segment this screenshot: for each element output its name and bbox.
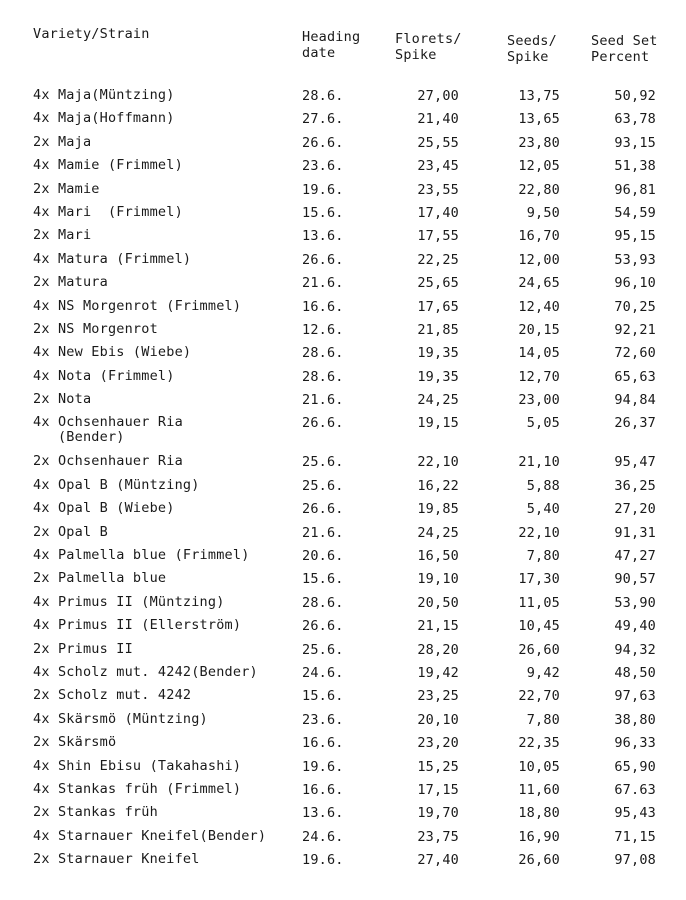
table-row <box>0 640 686 663</box>
seed-set-cell: 53,90 <box>614 594 656 611</box>
table-row <box>0 733 686 756</box>
seeds-cell: 24,65 <box>518 275 560 292</box>
variety-cell: 4x Matura (Frimmel) <box>33 250 192 267</box>
table-row <box>0 663 686 686</box>
heading-date-cell: 21.6. <box>302 524 344 541</box>
seed-set-cell: 27,20 <box>614 501 656 518</box>
florets-cell: 17,55 <box>417 228 459 245</box>
florets-cell: 17,65 <box>417 298 459 315</box>
seeds-cell: 5,88 <box>526 477 560 494</box>
seeds-cell: 17,30 <box>518 571 560 588</box>
heading-date-cell: 19.6. <box>302 181 344 198</box>
seed-set-cell: 65,63 <box>614 368 656 385</box>
variety-cell: 2x Matura <box>33 274 108 291</box>
table-row <box>0 297 686 320</box>
heading-date-cell: 25.6. <box>302 454 344 471</box>
heading-date-cell: 20.6. <box>302 548 344 565</box>
seeds-cell: 12,05 <box>518 158 560 175</box>
seeds-cell: 26,60 <box>518 852 560 869</box>
florets-cell: 15,25 <box>417 758 459 775</box>
variety-cell: 2x Stankas früh <box>33 804 158 821</box>
variety-cell: 4x Shin Ebisu (Takahashi) <box>33 757 242 774</box>
table-row <box>0 686 686 709</box>
table-row <box>0 546 686 569</box>
variety-cell: 2x Scholz mut. 4242 <box>33 687 192 704</box>
variety-cell: 2x Primus II <box>33 640 133 657</box>
heading-date-cell: 26.6. <box>302 251 344 268</box>
variety-cell: 4x New Ebis (Wiebe) <box>33 344 192 361</box>
table-row <box>0 273 686 296</box>
table-row <box>0 593 686 616</box>
seed-set-cell: 48,50 <box>614 664 656 681</box>
seeds-cell: 9,50 <box>526 204 560 221</box>
florets-cell: 27,00 <box>417 88 459 104</box>
table-row <box>0 413 686 452</box>
table-row <box>0 803 686 826</box>
seed-set-cell: 36,25 <box>614 477 656 494</box>
table-row <box>0 180 686 203</box>
heading-date-cell: 13.6. <box>302 805 344 822</box>
seed-set-cell: 95,47 <box>614 454 656 471</box>
heading-date-cell: 13.6. <box>302 228 344 245</box>
heading-date-cell: 15.6. <box>302 688 344 705</box>
florets-cell: 25,65 <box>417 275 459 292</box>
heading-date-cell: 21.6. <box>302 392 344 409</box>
heading-date-cell: 16.6. <box>302 735 344 752</box>
seed-set-cell: 47,27 <box>614 548 656 565</box>
table-row <box>0 499 686 522</box>
seeds-cell: 22,10 <box>518 524 560 541</box>
variety-cell: 2x NS Morgenrot <box>33 320 158 337</box>
heading-date-cell: 15.6. <box>302 571 344 588</box>
table-row <box>0 86 686 109</box>
variety-cell: 4x Palmella blue (Frimmel) <box>33 547 250 564</box>
seed-set-cell: 90,57 <box>614 571 656 588</box>
heading-date-cell: 26.6. <box>302 415 344 432</box>
table-body <box>0 86 686 874</box>
table-row <box>0 757 686 780</box>
seeds-cell: 12,70 <box>518 368 560 385</box>
florets-cell: 19,42 <box>417 664 459 681</box>
seed-set-cell: 50,92 <box>614 88 656 104</box>
seeds-cell: 10,05 <box>518 758 560 775</box>
heading-date-cell: 23.6. <box>302 158 344 175</box>
variety-cell: 2x Ochsenhauer Ria <box>33 453 183 470</box>
heading-date-cell: 25.6. <box>302 641 344 658</box>
seed-set-cell: 67.63 <box>614 781 656 798</box>
florets-cell: 22,10 <box>417 454 459 471</box>
seed-set-cell: 94,32 <box>614 641 656 658</box>
table-row <box>0 203 686 226</box>
seeds-cell: 5,05 <box>526 415 560 432</box>
seeds-cell: 18,80 <box>518 805 560 822</box>
variety-cell: 4x Mamie (Frimmel) <box>33 157 183 174</box>
heading-date-cell: 25.6. <box>302 477 344 494</box>
header-florets-spike: Florets/ Spike <box>395 31 462 63</box>
table-row <box>0 343 686 366</box>
heading-date-cell: 26.6. <box>302 501 344 518</box>
variety-cell: 4x Stankas früh (Frimmel) <box>33 780 242 797</box>
florets-cell: 20,50 <box>417 594 459 611</box>
seeds-cell: 13,75 <box>518 88 560 104</box>
table-row <box>0 367 686 390</box>
variety-cell: 4x Starnauer Kneifel(Bender) <box>33 827 267 844</box>
florets-cell: 19,35 <box>417 345 459 362</box>
seed-set-cell: 95,43 <box>614 805 656 822</box>
seeds-cell: 7,80 <box>526 548 560 565</box>
florets-cell: 21,40 <box>417 111 459 128</box>
florets-cell: 17,40 <box>417 204 459 221</box>
table-row <box>0 133 686 156</box>
seeds-cell: 12,40 <box>518 298 560 315</box>
florets-cell: 24,25 <box>417 524 459 541</box>
seeds-cell: 16,90 <box>518 828 560 845</box>
seed-set-cell: 96,10 <box>614 275 656 292</box>
florets-cell: 16,22 <box>417 477 459 494</box>
florets-cell: 28,20 <box>417 641 459 658</box>
variety-cell: 4x Maja(Müntzing) <box>33 87 175 103</box>
heading-date-cell: 28.6. <box>302 368 344 385</box>
variety-cell: 4x Opal B (Wiebe) <box>33 500 175 517</box>
seed-set-cell: 49,40 <box>614 618 656 635</box>
seed-set-cell: 94,84 <box>614 392 656 409</box>
header-seed-set-percent: Seed Set Percent <box>591 33 658 65</box>
seeds-cell: 23,00 <box>518 392 560 409</box>
florets-cell: 20,10 <box>417 711 459 728</box>
table-row <box>0 523 686 546</box>
florets-cell: 23,25 <box>417 688 459 705</box>
florets-cell: 17,15 <box>417 781 459 798</box>
seed-set-cell: 95,15 <box>614 228 656 245</box>
variety-cell: 4x Primus II (Ellerström) <box>33 617 242 634</box>
table-row <box>0 156 686 179</box>
variety-cell: 2x Nota <box>33 391 92 408</box>
seed-set-cell: 91,31 <box>614 524 656 541</box>
table-row <box>0 109 686 132</box>
seed-set-cell: 38,80 <box>614 711 656 728</box>
table-row <box>0 710 686 733</box>
heading-date-cell: 28.6. <box>302 88 344 104</box>
florets-cell: 23,45 <box>417 158 459 175</box>
seeds-cell: 21,10 <box>518 454 560 471</box>
table-row <box>0 827 686 850</box>
table-row <box>0 320 686 343</box>
seed-set-cell: 72,60 <box>614 345 656 362</box>
table-row <box>0 616 686 639</box>
header-heading-date: Heading date <box>302 29 361 61</box>
florets-cell: 16,50 <box>417 548 459 565</box>
heading-date-cell: 28.6. <box>302 594 344 611</box>
seed-set-cell: 96,81 <box>614 181 656 198</box>
seed-set-cell: 53,93 <box>614 251 656 268</box>
heading-date-cell: 27.6. <box>302 111 344 128</box>
seeds-cell: 7,80 <box>526 711 560 728</box>
table-row <box>0 250 686 273</box>
florets-cell: 19,35 <box>417 368 459 385</box>
seeds-cell: 26,60 <box>518 641 560 658</box>
florets-cell: 21,15 <box>417 618 459 635</box>
seed-set-cell: 93,15 <box>614 134 656 151</box>
table-row <box>0 476 686 499</box>
seed-set-cell: 54,59 <box>614 204 656 221</box>
variety-cell: 4x Nota (Frimmel) <box>33 367 175 384</box>
table-row <box>0 390 686 413</box>
seeds-cell: 22,70 <box>518 688 560 705</box>
seeds-cell: 12,00 <box>518 251 560 268</box>
seed-set-cell: 70,25 <box>614 298 656 315</box>
seeds-cell: 16,70 <box>518 228 560 245</box>
heading-date-cell: 16.6. <box>302 298 344 315</box>
variety-cell: 4x NS Morgenrot (Frimmel) <box>33 297 242 314</box>
florets-cell: 24,25 <box>417 392 459 409</box>
florets-cell: 23,75 <box>417 828 459 845</box>
florets-cell: 19,15 <box>417 415 459 432</box>
seeds-cell: 5,40 <box>526 501 560 518</box>
heading-date-cell: 24.6. <box>302 664 344 681</box>
seeds-cell: 13,65 <box>518 111 560 128</box>
heading-date-cell: 19.6. <box>302 758 344 775</box>
seed-set-cell: 51,38 <box>614 158 656 175</box>
heading-date-cell: 24.6. <box>302 828 344 845</box>
table-row <box>0 850 686 873</box>
table-row <box>0 452 686 475</box>
seeds-cell: 20,15 <box>518 321 560 338</box>
seed-set-cell: 26,37 <box>614 415 656 432</box>
table-row <box>0 780 686 803</box>
heading-date-cell: 28.6. <box>302 345 344 362</box>
florets-cell: 19,10 <box>417 571 459 588</box>
variety-cell: 2x Starnauer Kneifel <box>33 851 200 868</box>
variety-cell: 2x Maja <box>33 133 92 150</box>
variety-cell: 4x Primus II (Müntzing) <box>33 593 225 610</box>
seeds-cell: 23,80 <box>518 134 560 151</box>
table-row <box>0 226 686 249</box>
seeds-cell: 22,80 <box>518 181 560 198</box>
seeds-cell: 14,05 <box>518 345 560 362</box>
seeds-cell: 22,35 <box>518 735 560 752</box>
florets-cell: 25,55 <box>417 134 459 151</box>
variety-cell: 2x Skärsmö <box>33 734 117 751</box>
florets-cell: 23,55 <box>417 181 459 198</box>
seed-set-cell: 92,21 <box>614 321 656 338</box>
table-row <box>0 569 686 592</box>
florets-cell: 21,85 <box>417 321 459 338</box>
seed-set-cell: 65,90 <box>614 758 656 775</box>
variety-cell: 2x Palmella blue <box>33 570 167 587</box>
heading-date-cell: 21.6. <box>302 275 344 292</box>
heading-date-cell: 16.6. <box>302 781 344 798</box>
variety-cell: 4x Scholz mut. 4242(Bender) <box>33 663 258 680</box>
variety-cell: 2x Opal B <box>33 523 108 540</box>
seeds-cell: 11,05 <box>518 594 560 611</box>
heading-date-cell: 19.6. <box>302 852 344 869</box>
florets-cell: 23,20 <box>417 735 459 752</box>
variety-cell: 4x Opal B (Müntzing) <box>33 476 200 493</box>
variety-cell: 4x Skärsmö (Müntzing) <box>33 710 208 727</box>
seed-set-cell: 97,08 <box>614 852 656 869</box>
variety-cell: 2x Mari <box>33 227 92 244</box>
variety-cell: 2x Mamie <box>33 180 100 197</box>
header-seeds-spike: Seeds/ Spike <box>507 33 557 65</box>
seed-set-cell: 63,78 <box>614 111 656 128</box>
heading-date-cell: 26.6. <box>302 618 344 635</box>
variety-cell: 4x Mari (Frimmel) <box>33 203 183 220</box>
heading-date-cell: 15.6. <box>302 204 344 221</box>
florets-cell: 19,70 <box>417 805 459 822</box>
seed-set-cell: 96,33 <box>614 735 656 752</box>
seed-set-cell: 97,63 <box>614 688 656 705</box>
seeds-cell: 9,42 <box>526 664 560 681</box>
heading-date-cell: 12.6. <box>302 321 344 338</box>
variety-cell: 4x Maja(Hoffmann) <box>33 110 175 127</box>
header-variety: Variety/Strain <box>33 26 150 42</box>
florets-cell: 27,40 <box>417 852 459 869</box>
heading-date-cell: 23.6. <box>302 711 344 728</box>
seeds-cell: 11,60 <box>518 781 560 798</box>
seed-set-cell: 71,15 <box>614 828 656 845</box>
heading-date-cell: 26.6. <box>302 134 344 151</box>
florets-cell: 22,25 <box>417 251 459 268</box>
seeds-cell: 10,45 <box>518 618 560 635</box>
variety-cell: 4x Ochsenhauer Ria (Bender) <box>33 414 183 446</box>
florets-cell: 19,85 <box>417 501 459 518</box>
